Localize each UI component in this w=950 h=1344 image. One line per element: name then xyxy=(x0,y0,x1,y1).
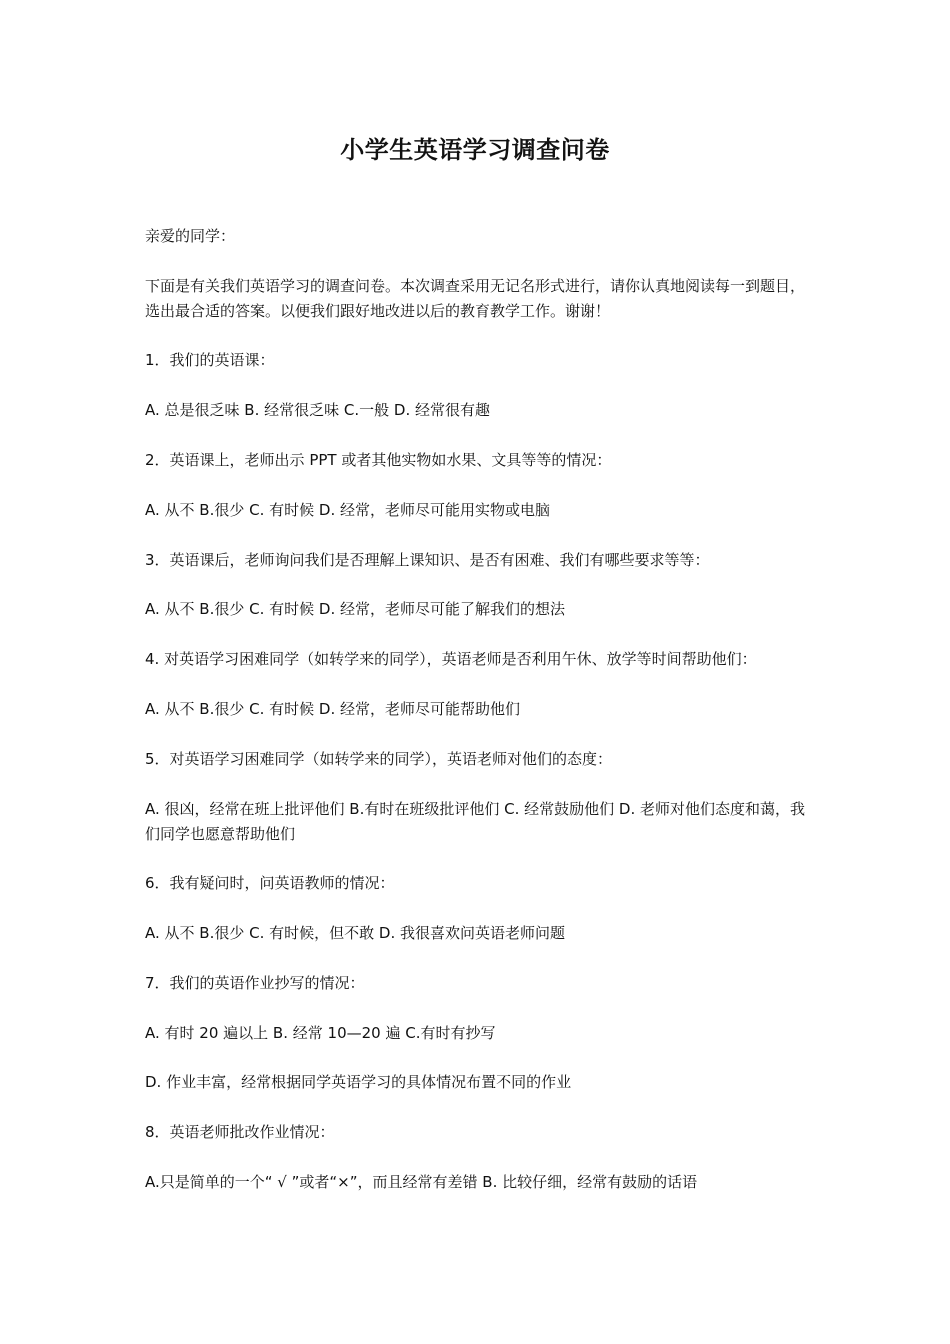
question-6: 6．我有疑问时，问英语教师的情况： xyxy=(145,874,395,892)
question-1: 1．我们的英语课： xyxy=(145,351,275,369)
question-7: 7．我们的英语作业抄写的情况： xyxy=(145,974,365,992)
question-3: 3．英语课后，老师询问我们是否理解上课知识、是否有困难、我们有哪些要求等等： xyxy=(145,551,710,569)
intro-paragraph: 下面是有关我们英语学习的调查问卷。本次调查采用无记名形式进行，请你认真地阅读每一到题目，选出最合适的答案。以便我们跟好地改进以后的教育教学工作。谢谢！ xyxy=(145,277,806,320)
question-8: 8．英语老师批改作业情况： xyxy=(145,1123,335,1141)
question-2-options: A. 从不 B.很少 C. 有时候 D. 经常，老师尽可能用实物或电脑 xyxy=(145,501,550,519)
question-5: 5．对英语学习困难同学（如转学来的同学），英语老师对他们的态度： xyxy=(145,750,613,768)
greeting: 亲爱的同学： xyxy=(145,227,236,245)
question-7-options-line-2: D. 作业丰富，经常根据同学英语学习的具体情况布置不同的作业 xyxy=(145,1073,572,1091)
question-1-options: A. 总是很乏味 B. 经常很乏味 C.一般 D. 经常很有趣 xyxy=(145,401,490,419)
question-3-options: A. 从不 B.很少 C. 有时候 D. 经常，老师尽可能了解我们的想法 xyxy=(145,600,565,618)
question-7-options-line-1: A. 有时 20 遍以上 B. 经常 10—20 遍 C.有时有抄写 xyxy=(145,1024,496,1042)
page-title: 小学生英语学习调查问卷 xyxy=(340,136,610,164)
question-2: 2．英语课上，老师出示 PPT 或者其他实物如水果、文具等等的情况： xyxy=(145,451,612,469)
question-6-options: A. 从不 B.很少 C. 有时候，但不敢 D. 我很喜欢问英语老师问题 xyxy=(145,924,565,942)
question-4: 4. 对英语学习困难同学（如转学来的同学），英语老师是否利用午休、放学等时间帮助他们： xyxy=(145,650,757,668)
question-5-options: A. 很凶，经常在班上批评他们 B.有时在班级批评他们 C. 经常鼓励他们 D. 老师对他们态度和蔼，我们同学也愿意帮助他们 xyxy=(145,800,805,843)
question-8-options: A.只是简单的一个“ √ ”或者“×”，而且经常有差错 B. 比较仔细，经常有鼓励的话语 xyxy=(145,1173,698,1191)
question-4-options: A. 从不 B.很少 C. 有时候 D. 经常，老师尽可能帮助他们 xyxy=(145,700,520,718)
